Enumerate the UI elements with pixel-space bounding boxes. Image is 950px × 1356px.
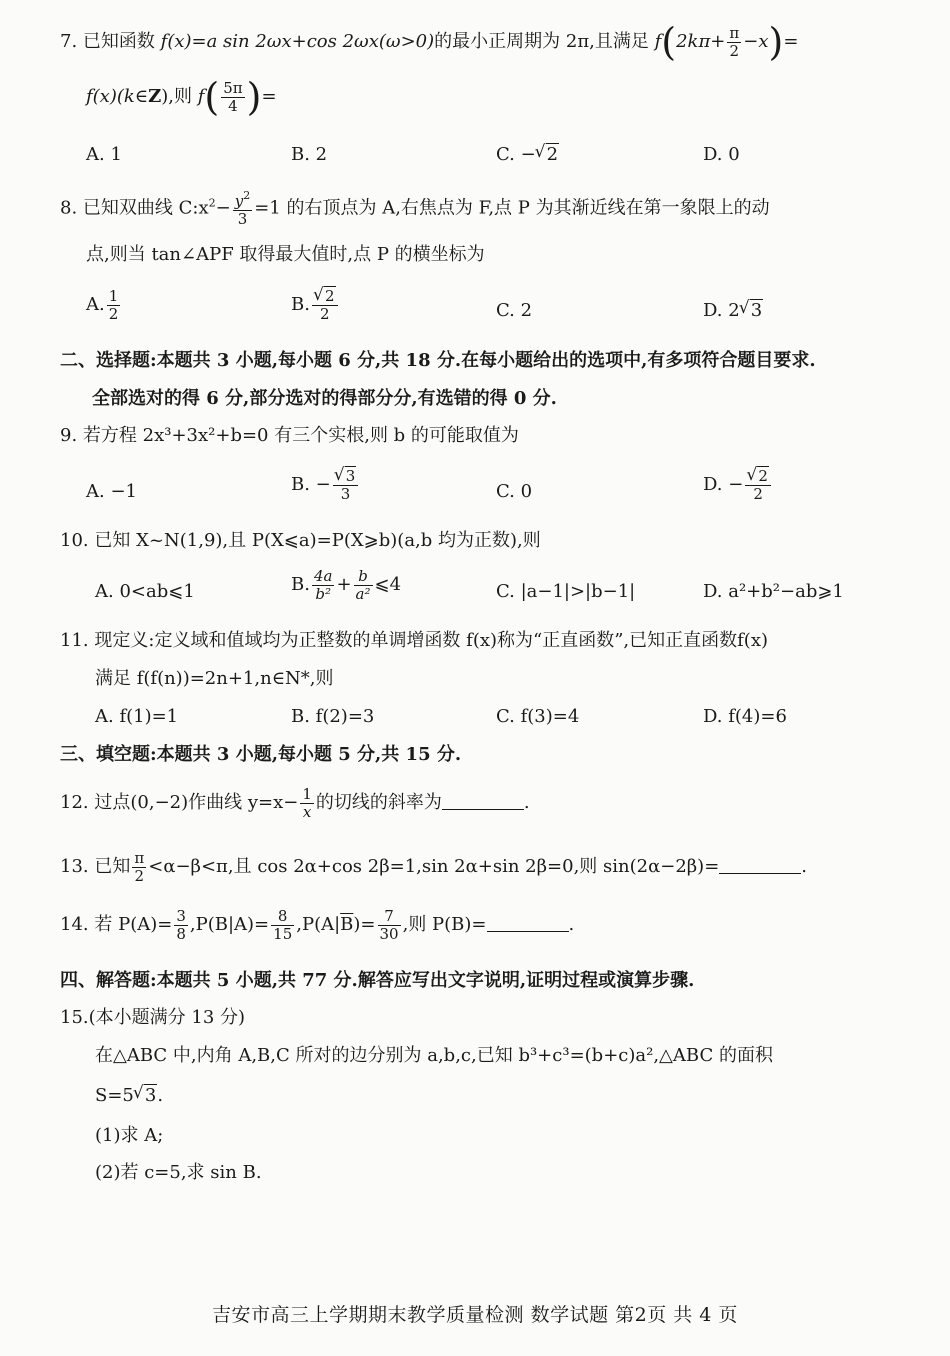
section4-heading: 四、解答题:本题共 5 小题,共 77 分.解答应写出文字说明,证明过程或演算步骤. (60, 970, 695, 991)
q8-y2-over-3: $\frac{y^2}{3}$ (234, 189, 251, 228)
q7-eq: = (783, 31, 799, 53)
q9-option-a: A. −1 (86, 481, 137, 502)
q14-answer-blank (487, 917, 569, 932)
q11-line2: 满足 f(f(n))=2n+1,n∈N*,则 (95, 668, 334, 689)
q8-option-a: A. $\frac{1}{2}$ (86, 287, 119, 323)
q11-stem1: 现定义:定义域和值域均为正整数的单调增函数 f(x)称为“正直函数”,已知正直函数f(x) (94, 630, 769, 651)
q7-option-a: A. 1 (86, 144, 122, 165)
section2-rule: 全部选对的得 6 分,部分选对的得部分分,有选错的得 0 分. (92, 388, 557, 409)
q11-option-c: C. f(3)=4 (496, 706, 580, 727)
q13-answer-blank (719, 859, 801, 874)
q8-option-b: B. √ $\frac{2}{2}$ (291, 288, 340, 322)
q7-cond-tail: −x (743, 31, 769, 53)
q11-line1: 11. 现定义:定义域和值域均为正整数的单调增函数 f(x)称为“正直函数”,已知正直函数f(x) (60, 630, 769, 651)
q14-line: 14. 若 P(A)= $\frac{3}{8}$ ,P(B|A)= $\frac{8}{15}$ $,P(A|\overline{B})=$ $\frac{7}{30}$ ,则 P(B)= . (60, 907, 575, 943)
q10-option-a: A. 0<ab⩽1 (95, 581, 195, 602)
q8-stem-a: 已知双曲线 C:x (82, 197, 209, 219)
q12-stem-b: 的切线的斜率为 (315, 792, 442, 813)
q7-number: 7. (60, 31, 78, 53)
q7-5pi-over-4: $\frac{5\pi}{4}$ (223, 79, 243, 115)
q7-paren-r2: ) (246, 75, 262, 119)
q9-stem: 若方程 2x³+3x²+b=0 有三个实根,则 b 的可能取值为 (82, 425, 519, 446)
q15-line1: 在△ABC 中,内角 A,B,C 所对的边分别为 a,b,c,已知 b³+c³=(b+c)a²,△ABC 的面积 (95, 1045, 773, 1066)
q13-line: 13. 已知 $\frac{\pi}{2}$ <α−β<π,且 cos 2α+cos 2β=1,sin 2α+sin 2β=0,则 sin(2α−2β)= . (60, 849, 808, 885)
q15-line2: S=5 √ 3. (95, 1087, 163, 1105)
page-footer: 吉安市高三上学期期末教学质量检测 数学试题 第2页 共 4 页 (212, 1304, 738, 1326)
q15-sub2: (2)若 c=5,求 sin B. (95, 1162, 262, 1183)
q8-option-c: C. 2 (496, 300, 533, 321)
q7-stem-a: 已知函数 (82, 31, 155, 53)
q11-option-b: B. f(2)=3 (291, 706, 375, 727)
q10-stem: 已知 X~N(1,9),且 P(X⩽a)=P(X⩾b)(a,b 均为正数),则 (94, 530, 541, 551)
section3-heading: 三、填空题:本题共 3 小题,每小题 5 分,共 15 分. (60, 744, 462, 765)
q7-stem-b: 的最小正周期为 2π,且满足 (434, 31, 649, 53)
q7-line2 (86, 75, 277, 119)
q7-line2-a: f(x)(k∈ (86, 86, 149, 108)
q15-title: 15.(本小题满分 13 分) (60, 1007, 246, 1028)
q10-line: 10. 已知 X~N(1,9),且 P(X⩽a)=P(X⩾b)(a,b 均为正数),则 (60, 530, 541, 551)
q7-integers-symbol: Z (148, 86, 162, 108)
q8-option-d: D. 2 √ 3 (703, 302, 763, 320)
q12-line: 12. 过点(0,−2)作曲线 y=x− $\frac{1}{x}$ 的切线的斜率为 . (60, 785, 530, 821)
q7-f: f (197, 86, 205, 108)
q7-cond-f: f (654, 31, 662, 53)
q11-option-d: D. f(4)=6 (703, 706, 787, 727)
q12-answer-blank (442, 795, 524, 810)
q9-option-b: B. − √ $\frac{3}{3}$ (291, 468, 360, 502)
q12-stem-a: 过点(0,−2)作曲线 y=x− (94, 792, 299, 813)
q7-eq2: = (261, 86, 277, 108)
q8-number: 8. (60, 197, 78, 219)
q7-function: f(x)=a sin 2ωx+cos 2ωx(ω>0) (160, 31, 435, 53)
q7-option-d: D. 0 (703, 144, 740, 165)
q7-right-paren: ) (768, 20, 784, 64)
q7-paren-l2: ( (204, 75, 220, 119)
q9-option-c: C. 0 (496, 481, 533, 502)
q7-left-paren: ( (661, 20, 677, 64)
q10-option-c: C. |a−1|>|b−1| (496, 581, 636, 602)
q7-option-c: C. − √ 2 (496, 146, 559, 164)
q13-stem-b: <α−β<π,且 cos 2α+cos 2β=1,sin 2α+sin 2β=0,则 sin(2α−2β)= (148, 856, 720, 877)
q7-cond-inner: 2kπ+ (676, 31, 726, 53)
q7-pi-over-2: $\frac{\pi}{2}$ (729, 24, 740, 60)
q7-line2-b: ),则 (161, 86, 193, 108)
q12-1-over-x: $\frac{1}{x}$ (302, 785, 312, 821)
q9-option-d: D. − √ $\frac{2}{2}$ (703, 468, 773, 502)
section2-heading: 二、选择题:本题共 3 小题,每小题 6 分,共 18 分.在每小题给出的选项中,有多项符合题目要求. (60, 350, 816, 371)
q9-line: 9. 若方程 2x³+3x²+b=0 有三个实根,则 b 的可能取值为 (60, 425, 519, 446)
q8-stem-b: =1 的右顶点为 A,右焦点为 F,点 P 为其渐近线在第一象限上的动 (254, 197, 770, 219)
q11-option-a: A. f(1)=1 (95, 706, 179, 727)
q8-line1: 8. 已知双曲线 $C:x^2-$ $\frac{y^2}{3}$ =1 的右顶点为 A,右焦点为 F,点 P 为其渐近线在第一象限上的动 (60, 189, 770, 228)
q7-line1 (60, 20, 799, 64)
q13-pi-over-2: $\frac{\pi}{2}$ (134, 849, 145, 885)
q15-sub1: (1)求 A; (95, 1125, 164, 1146)
q10-option-b: B. $\frac{4a}{\text{b²}}$ + $\frac{b}{\text{a²}}$ ⩽4 (291, 567, 402, 603)
q7-option-b: B. 2 (291, 144, 328, 165)
q10-option-d: D. a²+b²−ab⩾1 (703, 581, 844, 602)
q8-line2: 点,则当 tan∠APF 取得最大值时,点 P 的横坐标为 (86, 244, 485, 265)
